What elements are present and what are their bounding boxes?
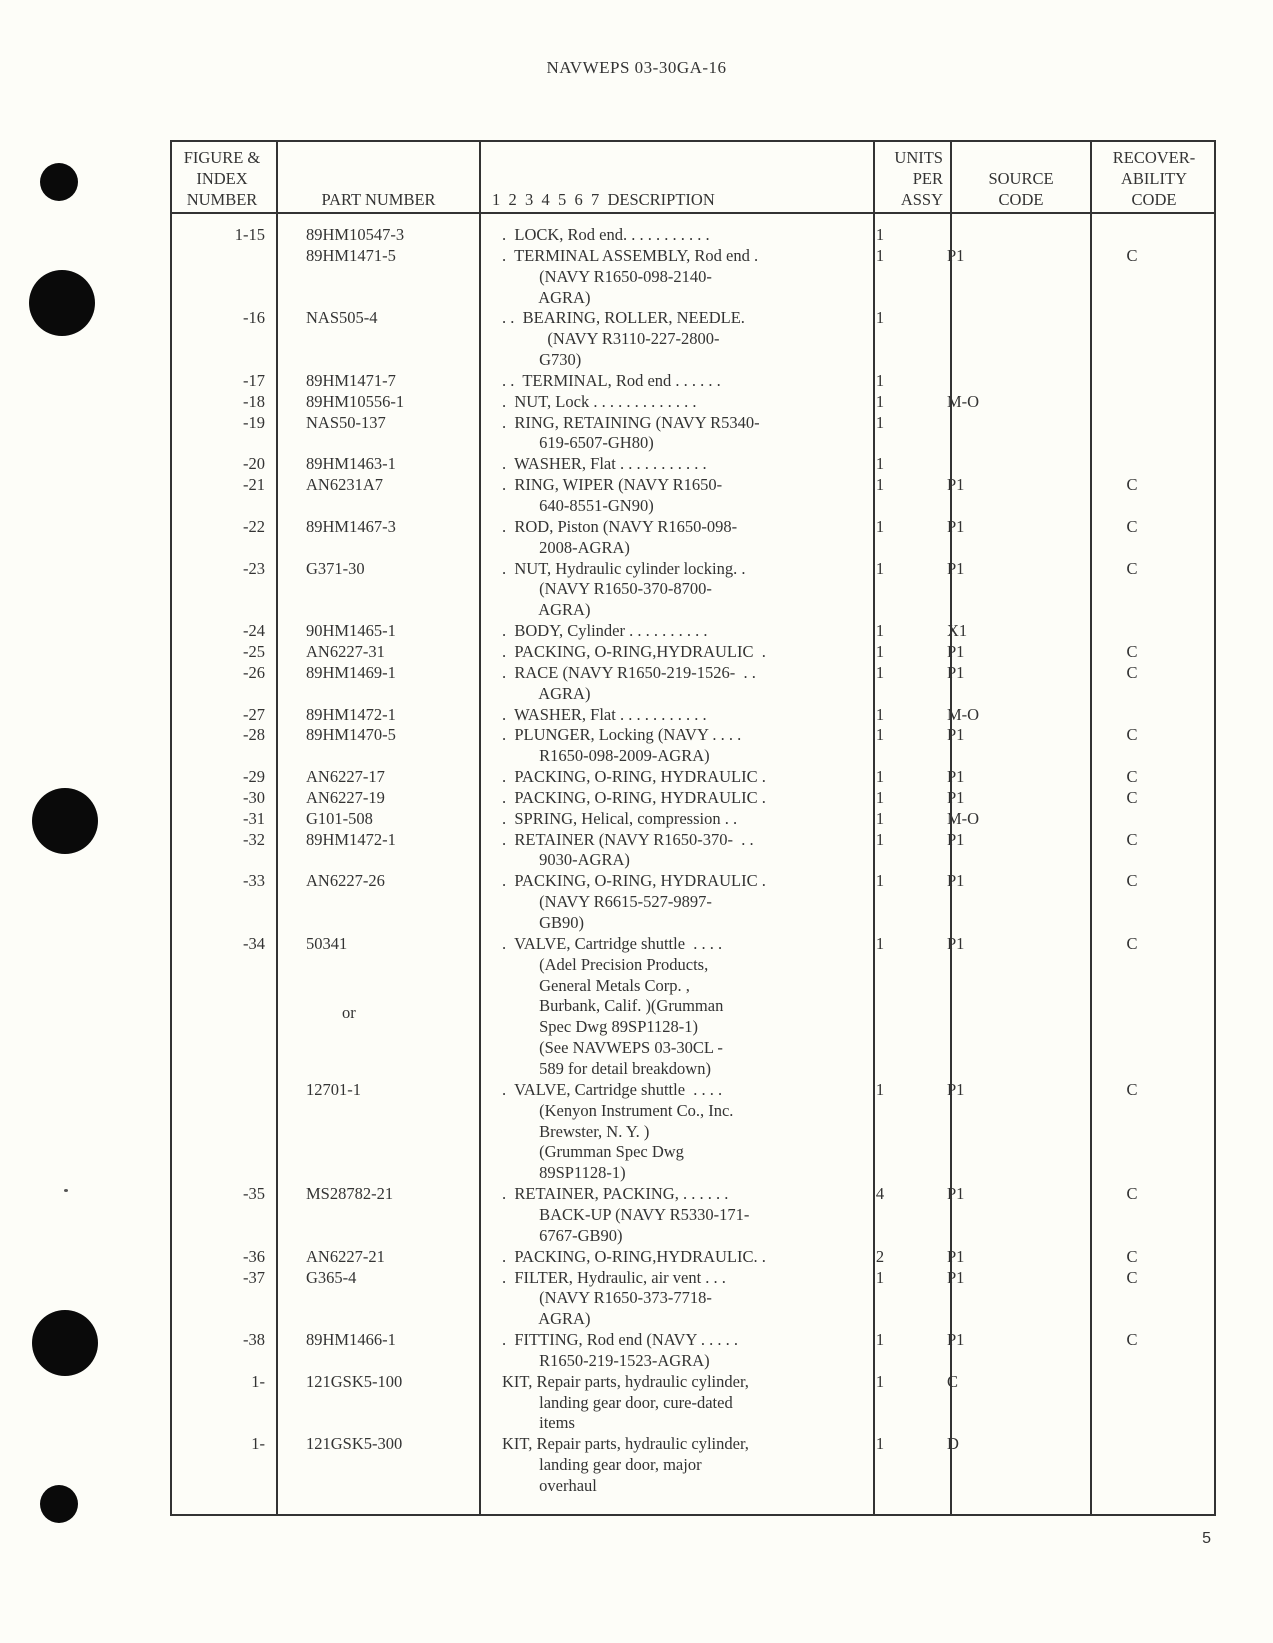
source-code: M-O bbox=[947, 391, 980, 411]
part-number: NAS505-4 bbox=[306, 308, 378, 328]
source-code: P1 bbox=[947, 767, 965, 787]
description-line: R1650-219-1523-AGRA) bbox=[502, 1350, 710, 1370]
figure-index: -27 bbox=[243, 704, 265, 724]
recoverability-code: C bbox=[1126, 767, 1138, 787]
description-line: (Grumman Spec Dwg bbox=[502, 1142, 684, 1162]
description-line: . FITTING, Rod end (NAVY . . . . . bbox=[502, 1330, 739, 1350]
part-number: AN6227-21 bbox=[306, 1246, 385, 1266]
description-line: 9030-AGRA) bbox=[502, 850, 630, 870]
units-per-assy: 1 bbox=[875, 725, 885, 745]
description-line: (NAVY R3110-227-2800- bbox=[502, 329, 720, 349]
units-per-assy: 1 bbox=[875, 308, 885, 328]
header-recoverability-code: RECOVER- ABILITY CODE bbox=[1112, 148, 1196, 209]
part-number: AN6227-19 bbox=[306, 787, 385, 807]
recoverability-code: C bbox=[1126, 1184, 1138, 1204]
page-number: 5 bbox=[1202, 1530, 1211, 1547]
column-divider bbox=[276, 142, 278, 1514]
description-line: . ROD, Piston (NAVY R1650-098- bbox=[502, 516, 738, 536]
description-line: (Kenyon Instrument Co., Inc. bbox=[502, 1100, 734, 1120]
recoverability-code: C bbox=[1126, 1246, 1138, 1266]
description-line: . TERMINAL ASSEMBLY, Rod end . bbox=[502, 245, 759, 265]
binder-hole bbox=[32, 1310, 98, 1376]
figure-index: -24 bbox=[243, 621, 265, 641]
source-code: P1 bbox=[947, 475, 965, 495]
part-number: AN6227-17 bbox=[306, 767, 385, 787]
units-per-assy: 1 bbox=[875, 662, 885, 682]
description-line: . RETAINER, PACKING, . . . . . . bbox=[502, 1184, 729, 1204]
description-line: . PACKING, O-RING, HYDRAULIC . bbox=[502, 787, 766, 807]
column-divider bbox=[1090, 142, 1092, 1514]
units-per-assy: 1 bbox=[875, 1371, 885, 1391]
description-line: . VALVE, Cartridge shuttle . . . . bbox=[502, 1079, 723, 1099]
part-number: 89HM10547-3 bbox=[306, 225, 405, 244]
part-number: 121GSK5-300 bbox=[306, 1434, 403, 1454]
description-line: . LOCK, Rod end. . . . . . . . . . . bbox=[502, 225, 710, 244]
units-per-assy: 1 bbox=[875, 871, 885, 891]
figure-index: -20 bbox=[243, 454, 265, 474]
description-line: (NAVY R6615-527-9897- bbox=[502, 892, 712, 912]
units-per-assy: 1 bbox=[875, 370, 885, 390]
description-line: BACK-UP (NAVY R5330-171- bbox=[502, 1204, 750, 1224]
description-line: . PACKING, O-RING,HYDRAULIC . bbox=[502, 642, 766, 661]
units-per-assy: 1 bbox=[875, 412, 885, 432]
source-code: D bbox=[947, 1434, 959, 1454]
description-line: . . TERMINAL, Rod end . . . . . . bbox=[502, 370, 721, 390]
document-number: NAVWEPS 03-30GA-16 bbox=[546, 58, 727, 77]
figure-index: -33 bbox=[243, 871, 265, 891]
description-line: . RACE (NAVY R1650-219-1526- . . bbox=[502, 662, 756, 682]
description-line: . WASHER, Flat . . . . . . . . . . . bbox=[502, 704, 707, 724]
units-per-assy: 1 bbox=[875, 1079, 885, 1099]
description-line: . RING, WIPER (NAVY R1650- bbox=[502, 475, 723, 495]
part-number: 90HM1465-1 bbox=[306, 621, 396, 641]
figure-index: -36 bbox=[243, 1246, 265, 1266]
description-line: overhaul bbox=[502, 1475, 597, 1495]
description-line: 89SP1128-1) bbox=[502, 1163, 626, 1183]
units-per-assy: 1 bbox=[875, 1267, 885, 1287]
units-per-assy: 1 bbox=[875, 787, 885, 807]
description-line: GB90) bbox=[502, 913, 585, 933]
figure-index: -25 bbox=[243, 642, 265, 661]
units-per-assy: 1 bbox=[875, 245, 885, 265]
recoverability-code: C bbox=[1126, 1079, 1138, 1099]
part-number: 89HM1472-1 bbox=[306, 829, 396, 849]
description-line: Spec Dwg 89SP1128-1) bbox=[502, 1017, 699, 1037]
figure-index: 1-15 bbox=[234, 225, 265, 244]
description-line: . . BEARING, ROLLER, NEEDLE. bbox=[502, 308, 745, 328]
source-code: P1 bbox=[947, 1330, 965, 1350]
source-code: P1 bbox=[947, 1079, 965, 1099]
source-code: M-O bbox=[947, 808, 980, 828]
part-number: 89HM1463-1 bbox=[306, 454, 396, 474]
figure-index: 1- bbox=[251, 1371, 265, 1391]
part-number: 89HM10556-1 bbox=[306, 391, 405, 411]
description-line: . BODY, Cylinder . . . . . . . . . . bbox=[502, 621, 708, 641]
recoverability-code: C bbox=[1126, 1330, 1138, 1350]
units-per-assy: 4 bbox=[875, 1184, 885, 1204]
units-per-assy: 1 bbox=[875, 767, 885, 787]
part-number: 50341 bbox=[306, 933, 348, 953]
description-line: (NAVY R1650-098-2140- bbox=[502, 266, 712, 286]
part-number: G101-508 bbox=[306, 808, 373, 828]
binder-hole bbox=[29, 270, 95, 336]
units-per-assy: 2 bbox=[875, 1246, 885, 1266]
description-line: (Adel Precision Products, bbox=[502, 954, 709, 974]
recoverability-code: C bbox=[1126, 475, 1138, 495]
figure-index: -16 bbox=[243, 308, 265, 328]
recoverability-code: C bbox=[1126, 245, 1138, 265]
part-number: 89HM1469-1 bbox=[306, 662, 396, 682]
part-number: 89HM1471-5 bbox=[306, 245, 396, 265]
figure-index: -35 bbox=[243, 1184, 265, 1204]
part-number: AN6227-26 bbox=[306, 871, 385, 891]
figure-index: -28 bbox=[243, 725, 265, 745]
figure-index: -37 bbox=[243, 1267, 265, 1287]
description-line: (NAVY R1650-373-7718- bbox=[502, 1288, 712, 1308]
scan-speck bbox=[64, 1189, 68, 1192]
description-line: (NAVY R1650-370-8700- bbox=[502, 579, 712, 599]
description-line: Burbank, Calif. )(Grumman bbox=[502, 996, 724, 1016]
description-line: . WASHER, Flat . . . . . . . . . . . bbox=[502, 454, 707, 474]
units-per-assy: 1 bbox=[875, 516, 885, 536]
description-line: 619-6507-GH80) bbox=[502, 433, 654, 453]
header-units-per-assy: UNITS PER ASSY bbox=[894, 148, 943, 209]
description-line: AGRA) bbox=[502, 600, 591, 620]
description-line: . PACKING, O-RING, HYDRAULIC . bbox=[502, 871, 766, 891]
description-line: . FILTER, Hydraulic, air vent . . . bbox=[502, 1267, 726, 1287]
description-line: 6767-GB90) bbox=[502, 1225, 623, 1245]
part-number: 89HM1471-7 bbox=[306, 370, 396, 390]
description-line: landing gear door, major bbox=[502, 1455, 702, 1475]
source-code: P1 bbox=[947, 829, 965, 849]
part-number: MS28782-21 bbox=[306, 1184, 394, 1204]
units-per-assy: 1 bbox=[875, 933, 885, 953]
recoverability-code: C bbox=[1126, 662, 1138, 682]
description-line: . RETAINER (NAVY R1650-370- . . bbox=[502, 829, 754, 849]
source-code: P1 bbox=[947, 787, 965, 807]
figure-index: -38 bbox=[243, 1330, 265, 1350]
header-figure-index: FIGURE & INDEX NUMBER bbox=[183, 148, 261, 209]
description-line: (See NAVWEPS 03-30CL - bbox=[502, 1038, 723, 1058]
description-line: . PACKING, O-RING,HYDRAULIC. . bbox=[502, 1246, 766, 1266]
part-number: NAS50-137 bbox=[306, 412, 386, 432]
source-code: P1 bbox=[947, 642, 965, 661]
part-number: 89HM1472-1 bbox=[306, 704, 396, 724]
part-number: 12701-1 bbox=[306, 1079, 361, 1099]
figure-index: -32 bbox=[243, 829, 265, 849]
description-line: . VALVE, Cartridge shuttle . . . . bbox=[502, 933, 723, 953]
description-line: items bbox=[502, 1413, 575, 1433]
figure-index: -18 bbox=[243, 391, 265, 411]
figure-index: -17 bbox=[243, 370, 265, 390]
header-part-number: PART NUMBER bbox=[321, 190, 436, 209]
binder-hole bbox=[32, 788, 98, 854]
binder-hole bbox=[40, 163, 78, 201]
description-line: Brewster, N. Y. ) bbox=[502, 1121, 650, 1141]
part-number: G371-30 bbox=[306, 558, 365, 578]
figure-index: -29 bbox=[243, 767, 265, 787]
description-line: KIT, Repair parts, hydraulic cylinder, bbox=[502, 1371, 749, 1391]
source-code: P1 bbox=[947, 516, 965, 536]
recoverability-code: C bbox=[1126, 787, 1138, 807]
recoverability-code: C bbox=[1126, 725, 1138, 745]
description-line: G730) bbox=[502, 350, 582, 370]
source-code: P1 bbox=[947, 1184, 965, 1204]
part-number: 89HM1466-1 bbox=[306, 1330, 396, 1350]
column-divider bbox=[479, 142, 481, 1514]
description-line: KIT, Repair parts, hydraulic cylinder, bbox=[502, 1434, 749, 1454]
figure-index: -21 bbox=[243, 475, 265, 495]
part-number: G365-4 bbox=[306, 1267, 357, 1287]
recoverability-code: C bbox=[1126, 871, 1138, 891]
recoverability-code: C bbox=[1126, 1267, 1138, 1287]
figure-index: -31 bbox=[243, 808, 265, 828]
description-line: R1650-098-2009-AGRA) bbox=[502, 746, 710, 766]
source-code: P1 bbox=[947, 1267, 965, 1287]
part-number: 89HM1470-5 bbox=[306, 725, 396, 745]
source-code: P1 bbox=[947, 933, 965, 953]
figure-index: -26 bbox=[243, 662, 265, 682]
source-code: M-O bbox=[947, 704, 980, 724]
description-line: landing gear door, cure-dated bbox=[502, 1392, 733, 1412]
description-line: . PACKING, O-RING, HYDRAULIC . bbox=[502, 767, 766, 787]
description-line: AGRA) bbox=[502, 1309, 591, 1329]
header-divider bbox=[172, 212, 1214, 214]
figure-index: -19 bbox=[243, 412, 265, 432]
description-line: 2008-AGRA) bbox=[502, 537, 630, 557]
part-number: 121GSK5-100 bbox=[306, 1371, 403, 1391]
units-per-assy: 1 bbox=[875, 808, 885, 828]
figure-index: 1- bbox=[251, 1434, 265, 1454]
source-code: P1 bbox=[947, 245, 965, 265]
units-per-assy: 1 bbox=[875, 558, 885, 578]
recoverability-code: C bbox=[1126, 642, 1138, 661]
recoverability-code: C bbox=[1126, 516, 1138, 536]
units-per-assy: 1 bbox=[875, 454, 885, 474]
description-line: . SPRING, Helical, compression . . bbox=[502, 808, 738, 828]
source-code: P1 bbox=[947, 725, 965, 745]
units-per-assy: 1 bbox=[875, 1434, 885, 1454]
units-per-assy: 1 bbox=[875, 475, 885, 495]
description-line: 640-8551-GN90) bbox=[502, 496, 654, 516]
units-per-assy: 1 bbox=[875, 642, 885, 661]
alternate-or-label: or bbox=[342, 1002, 356, 1022]
description-line: General Metals Corp. , bbox=[502, 975, 690, 995]
description-line: . NUT, Hydraulic cylinder locking. . bbox=[502, 558, 746, 578]
figure-index: -22 bbox=[243, 516, 265, 536]
figure-index: -23 bbox=[243, 558, 265, 578]
part-number: AN6231A7 bbox=[306, 475, 383, 495]
source-code: P1 bbox=[947, 1246, 965, 1266]
units-per-assy: 1 bbox=[875, 391, 885, 411]
description-line: . RING, RETAINING (NAVY R5340- bbox=[502, 412, 760, 432]
parts-table bbox=[170, 140, 1216, 1516]
description-line: AGRA) bbox=[502, 287, 591, 307]
part-number: AN6227-31 bbox=[306, 642, 385, 661]
units-per-assy: 1 bbox=[875, 704, 885, 724]
source-code: P1 bbox=[947, 662, 965, 682]
source-code: C bbox=[947, 1371, 959, 1391]
recoverability-code: C bbox=[1126, 829, 1138, 849]
units-per-assy: 1 bbox=[875, 621, 885, 641]
header-source-code: SOURCE CODE bbox=[988, 169, 1054, 209]
header-description: 1 2 3 4 5 6 7 DESCRIPTION bbox=[492, 190, 715, 209]
description-line: 589 for detail breakdown) bbox=[502, 1058, 711, 1078]
figure-index: -30 bbox=[243, 787, 265, 807]
part-number: 89HM1467-3 bbox=[306, 516, 396, 536]
units-per-assy: 1 bbox=[875, 829, 885, 849]
binder-hole bbox=[40, 1485, 78, 1523]
figure-index: -34 bbox=[243, 933, 265, 953]
units-per-assy: 1 bbox=[875, 225, 885, 244]
source-code: P1 bbox=[947, 871, 965, 891]
recoverability-code: C bbox=[1126, 933, 1138, 953]
source-code: X1 bbox=[947, 621, 968, 641]
description-line: . PLUNGER, Locking (NAVY . . . . bbox=[502, 725, 742, 745]
units-per-assy: 1 bbox=[875, 1330, 885, 1350]
description-line: . NUT, Lock . . . . . . . . . . . . . bbox=[502, 391, 697, 411]
recoverability-code: C bbox=[1126, 558, 1138, 578]
source-code: P1 bbox=[947, 558, 965, 578]
description-line: AGRA) bbox=[502, 683, 591, 703]
